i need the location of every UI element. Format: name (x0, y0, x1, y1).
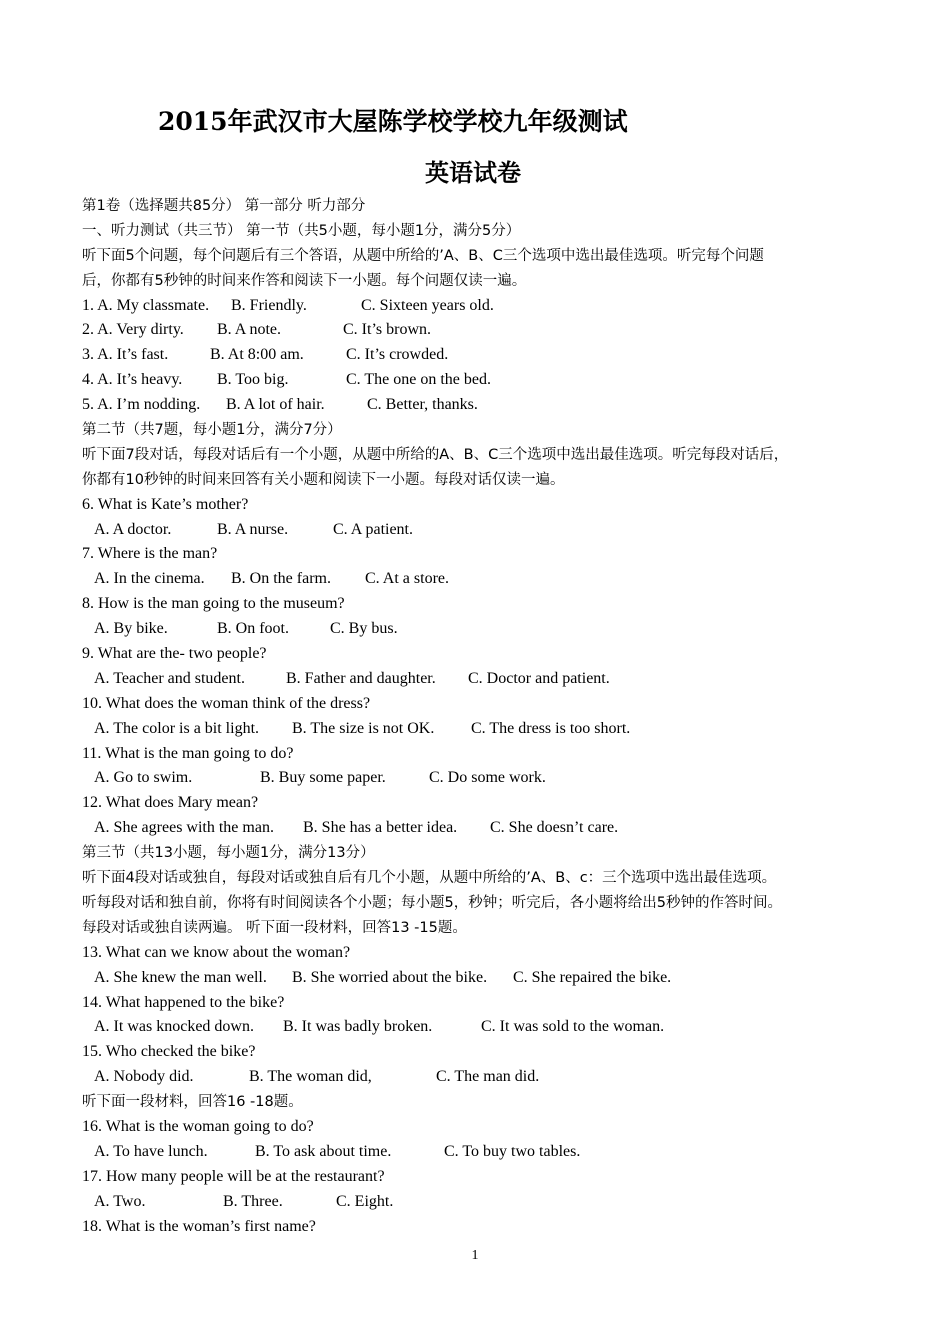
section2-instruction: 听下面7段对话，每段对话后有一个小题，从题中所给的A、B、C三个选项中选出最佳选项。听完每段对话后， (82, 446, 789, 463)
options-row (82, 617, 882, 642)
question-row (82, 294, 882, 319)
question-row (82, 318, 882, 343)
option-a: A. Nobody did. (94, 1068, 194, 1086)
section3-instruction: 听下面4段对话或独自，每段对话或独自后有几个小题，从题中所给的’A、B、c：三个选项中选出最佳选项。 (82, 870, 777, 887)
question-stem: 5. A. I’m nodding. (82, 396, 201, 414)
options-row (82, 1140, 882, 1165)
option-a: A. To have lunch. (94, 1142, 208, 1160)
option-b: B. The woman did, (249, 1068, 372, 1086)
section3-instruction: 每段对话或独自读两遍。 听下面一段材料，回答13 -15题。 (82, 919, 467, 936)
option-c: C. By bus. (330, 620, 398, 638)
part1-heading: 一、听力测试（共三节） 第一节（共5小题，每小题1分，满分5分） (82, 222, 521, 239)
option-c: C. The one on the bed. (346, 371, 492, 389)
option-c: C. A patient. (333, 520, 413, 538)
options-row (82, 717, 882, 742)
option-a: A. By bike. (94, 620, 168, 638)
option-a: A. It was knocked down. (94, 1018, 254, 1036)
question-text: 12. What does Mary mean? (82, 794, 259, 812)
options-row (82, 518, 882, 543)
question-text: 13. What can we know about the woman? (82, 943, 351, 961)
option-b: B. To ask about time. (255, 1142, 392, 1160)
question-text: 18. What is the woman’s first name? (82, 1217, 316, 1235)
section3-instruction: 听每段对话和独自前，你将有时间阅读各个小题；每小题5，秒钟；听完后，各小题将给出5秒钟的作答时间。 (82, 894, 782, 911)
option-b: B. It was badly broken. (283, 1018, 433, 1036)
question-text: 9. What are the- two people? (82, 645, 267, 663)
question-text: 8. How is the man going to the museum? (82, 595, 345, 613)
option-b: B. A lot of hair. (226, 396, 325, 414)
option-b: B. A note. (217, 321, 282, 339)
option-a: A. She knew the man well. (94, 968, 267, 986)
option-b: B. She has a better idea. (303, 819, 458, 837)
option-c: C. She repaired the bike. (513, 968, 672, 986)
section2-heading: 第二节（共7题，每小题1分，满分7分） (82, 422, 342, 439)
option-b: B. At 8:00 am. (210, 346, 304, 364)
options-row (82, 1190, 882, 1215)
option-c: C. Doctor and patient. (468, 669, 610, 687)
question-stem: 2. A. Very dirty. (82, 321, 184, 339)
option-b: B. Buy some paper. (260, 769, 386, 787)
exam-content (82, 194, 882, 1239)
option-c: C. To buy two tables. (444, 1142, 581, 1160)
part1-instruction: 听下面5个问题，每个问题后有三个答语，从题中所给的’A、B、C三个选项中选出最佳选项。听完每个问题 (82, 247, 764, 264)
option-a: A. She agrees with the man. (94, 819, 274, 837)
question-row (82, 343, 882, 368)
option-c: C. It’s brown. (343, 321, 431, 339)
option-b: B. On the farm. (231, 570, 331, 588)
option-a: A. Two. (94, 1192, 146, 1210)
options-row (82, 966, 882, 991)
options-row (82, 567, 882, 592)
option-b: B. Friendly. (231, 296, 307, 314)
option-c: C. She doesn’t care. (490, 819, 619, 837)
options-row (82, 816, 882, 841)
option-c: C. Sixteen years old. (361, 296, 494, 314)
options-row (82, 1015, 882, 1040)
option-a: A. A doctor. (94, 520, 172, 538)
question-stem: 1. A. My classmate. (82, 296, 210, 314)
question-text: 14. What happened to the bike? (82, 993, 285, 1011)
option-c: C. At a store. (365, 570, 449, 588)
question-text: 11. What is the man going to do? (82, 744, 294, 762)
option-c: C. Eight. (336, 1192, 394, 1210)
question-text: 10. What does the woman think of the dress? (82, 694, 371, 712)
options-row (82, 1065, 882, 1090)
options-row (82, 766, 882, 791)
option-c: C. The man did. (436, 1068, 540, 1086)
option-a: A. Go to swim. (94, 769, 193, 787)
option-b: B. She worried about the bike. (292, 968, 488, 986)
option-b: B. Father and daughter. (286, 669, 436, 687)
option-c: C. The dress is too short. (471, 719, 631, 737)
question-text: 7. Where is the man? (82, 545, 218, 563)
question-stem: 4. A. It’s heavy. (82, 371, 183, 389)
option-b: B. On foot. (217, 620, 289, 638)
question-text: 16. What is the woman going to do? (82, 1117, 314, 1135)
page-number: 1 (471, 1248, 479, 1263)
option-a: A. In the cinema. (94, 570, 205, 588)
material-heading: 听下面一段材料，回答16 -18题。 (82, 1094, 303, 1111)
question-text: 6. What is Kate’s mother? (82, 495, 249, 513)
option-c: C. Better, thanks. (367, 396, 478, 414)
part1-instruction: 后，你都有5秒钟的时间来作答和阅读下一小题。每个问题仅读一遍。 (82, 272, 527, 289)
option-a: A. The color is a bit light. (94, 719, 260, 737)
option-b: B. Too big. (217, 371, 289, 389)
question-text: 17. How many people will be at the restaurant? (82, 1167, 385, 1185)
question-row (82, 393, 882, 418)
question-row (82, 368, 882, 393)
option-c: C. It was sold to the woman. (481, 1018, 665, 1036)
option-a: A. Teacher and student. (94, 669, 245, 687)
exam-title: 2015年武汉市大屋陈学校学校九年级测试 (158, 107, 628, 136)
options-row (82, 667, 882, 692)
option-c: C. It’s crowded. (346, 346, 449, 364)
section2-instruction: 你都有10秒钟的时间来回答有关小题和阅读下一小题。每段对话仅读一遍。 (82, 471, 565, 488)
option-b: B. The size is not OK. (292, 719, 435, 737)
section3-heading: 第三节（共13小题，每小题1分，满分13分） (82, 845, 375, 862)
volume-heading: 第1卷（选择题共85分） 第一部分 听力部分 (82, 198, 366, 214)
exam-subtitle: 英语试卷 (425, 158, 521, 187)
option-c: C. Do some work. (429, 769, 546, 787)
option-b: B. A nurse. (217, 520, 289, 538)
question-text: 15. Who checked the bike? (82, 1043, 256, 1061)
question-stem: 3. A. It’s fast. (82, 346, 169, 364)
option-b: B. Three. (223, 1192, 283, 1210)
